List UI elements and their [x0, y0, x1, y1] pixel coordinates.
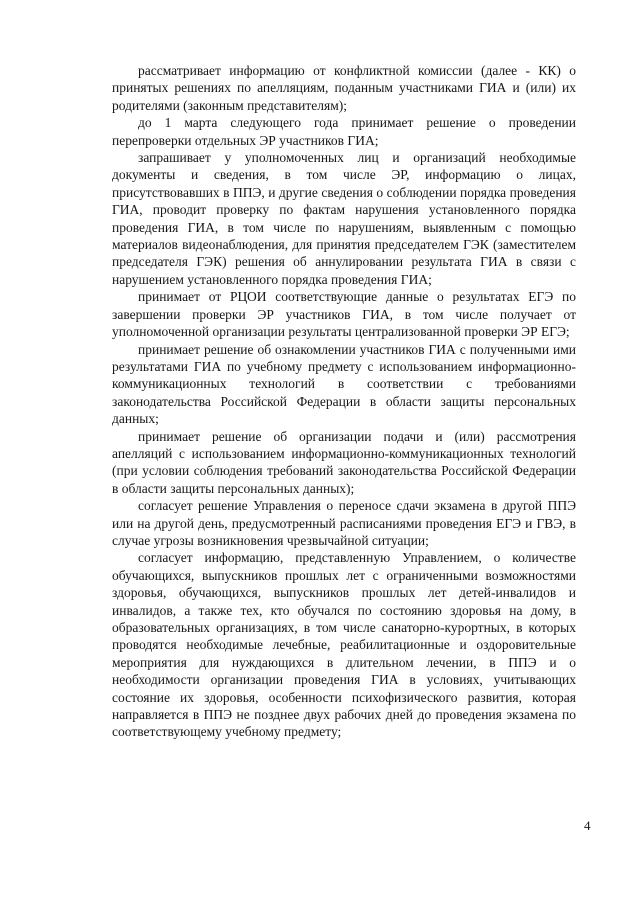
paragraph-appeals-ict: принимает решение об организации подачи и (или) рассмотрения апелляций с использованием информационно-коммуникационных технологий (при условии соблюдения требований законодательства Российской Федерации в области защиты персональных данных);	[112, 428, 576, 496]
paragraph-kk-info: рассматривает информацию от конфликтной комиссии (далее - КК) о принятых решениях по апелляциям, поданным участниками ГИА и (или) их родителями (законным представителям);	[112, 63, 576, 113]
paragraph-recheck-decision: до 1 марта следующего года принимает решение о проведении перепроверки отдельных ЭР участников ГИА;	[112, 115, 576, 148]
paragraph-request-documents: запрашивает у уполномоченных лиц и организаций необходимые документы и сведения, в том числе ЭР, информацию о лицах, присутствовавших в ППЭ, и другие сведения о соблюдении порядка проведения ГИА, проводит проверку по фактам нарушения установленного порядка проведения ГИА, в том числе по нарушениям, выявленным с помощью материалов видеонаблюдения, для принятия председателем ГЭК (заместителем председателя ГЭК) решения об аннулировании результата ГИА в связи с нарушением установленного порядка проведения ГИА;	[112, 150, 576, 287]
paragraph-special-conditions: согласует информацию, представленную Управлением, о количестве обучающихся, выпускников прошлых лет с ограниченными возможностями здоровья, обучающихся, выпускников прошлых лет детей-инвалидов и инвалидов, а также тех, кто обучался по состоянию здоровья на дому, в образовательных организациях, в том числе санаторно-курортных, в которых проводятся необходимые лечебные, реабилитационные и оздоровительные мероприятия для нуждающихся в длительном лечении, в ППЭ и о необходимости организации проведения ГИА в условиях, учитывающих состояние их здоровья, особенности психофизического развития, которая направляется в ППЭ не позднее двух рабочих дней до проведения экзамена по соответствующему учебному предмету;	[112, 550, 576, 740]
document-body	[112, 62, 576, 741]
paragraph-results-familiarization: принимает решение об ознакомлении участников ГИА с полученными ими результатами ГИА по учебному предмету с использованием информационно-коммуникационных технологий в соответствии с требованиями законодательства Российской Федерации в области защиты персональных данных;	[112, 341, 576, 427]
page-number: 4	[584, 818, 591, 833]
paragraph-exam-transfer: согласует решение Управления о переносе сдачи экзамена в другой ППЭ или на другой день, предусмотренный расписаниями проведения ЕГЭ и ГВЭ, в случае угрозы возникновения чрезвычайной ситуации;	[112, 498, 576, 548]
paragraph-rcoi-results: принимает от РЦОИ соответствующие данные о результатах ЕГЭ по завершении проверки ЭР участников ГИА, в том числе получает от уполномоченной организации результаты централизованной проверки ЭР ЕГЭ;	[112, 289, 576, 340]
